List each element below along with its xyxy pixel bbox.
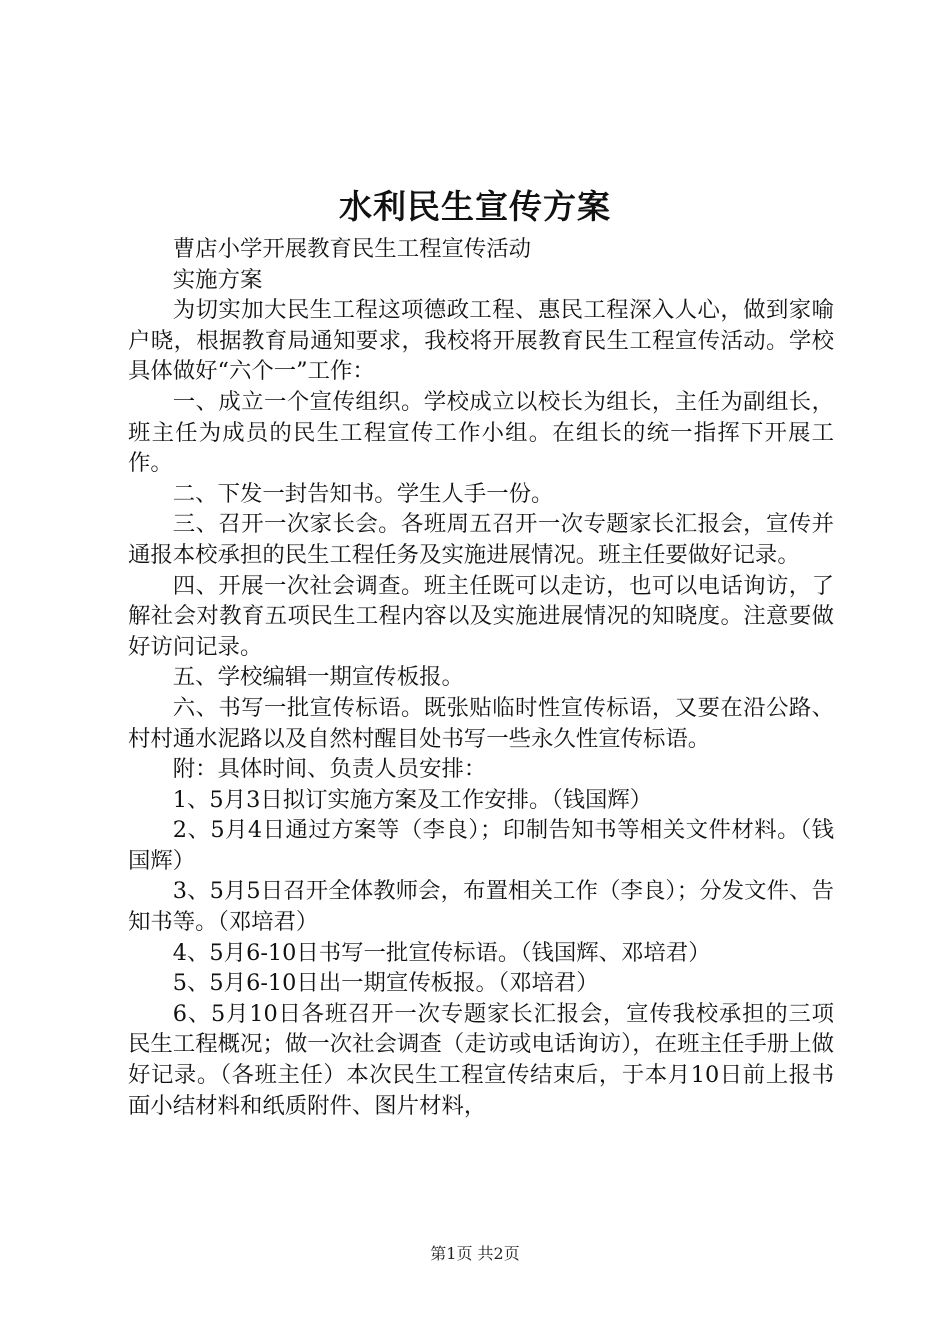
paragraph-item-2: 二、下发一封告知书。学生人手一份。 bbox=[172, 480, 554, 507]
paragraph-item-4: 四、开展一次社会调查。班主任既可以走访，也可以电话询访，了解社会对教育五项民生工程内容以及实施进展情况的知晓度。注意要做好访问记录。 bbox=[128, 572, 834, 660]
page-footer: 第1页 共2页 bbox=[430, 1244, 520, 1263]
schedule-item-5: 5、5月6-10日出一期宣传板报。（邓培君） bbox=[172, 970, 599, 997]
schedule-item-2: 2、5月4日通过方案等（李良）；印制告知书等相关文件材料。（钱国辉） bbox=[128, 817, 834, 874]
schedule-item-4: 4、5月6-10日书写一批宣传标语。（钱国辉、邓培君） bbox=[172, 939, 711, 966]
paragraph-item-6: 六、书写一批宣传标语。既张贴临时性宣传标语，又要在沿公路、村村通水泥路以及自然村醒目处书写一些永久性宣传标语。 bbox=[128, 694, 834, 752]
paragraph-plan-heading: 实施方案 bbox=[172, 266, 263, 293]
schedule-item-1: 1、5月3日拟订实施方案及工作安排。（钱国辉） bbox=[172, 786, 653, 813]
paragraph-appendix: 附：具体时间、负责人员安排： bbox=[172, 756, 487, 783]
document-body bbox=[128, 234, 834, 1121]
paragraph-item-5: 五、学校编辑一期宣传板报。 bbox=[172, 664, 464, 691]
document-title: 水利民生宣传方案 bbox=[339, 187, 611, 226]
paragraph-item-1: 一、成立一个宣传组织。学校成立以校长为组长，主任为副组长，班主任为成员的民生工程宣传工作小组。在组长的统一指挥下开展工作。 bbox=[128, 388, 834, 477]
schedule-item-3: 3、5月5日召开全体教师会，布置相关工作（李良）；分发文件、告知书等。（邓培君） bbox=[128, 878, 834, 936]
paragraph-item-3: 三、召开一次家长会。各班周五召开一次专题家长汇报会，宣传并通报本校承担的民生工程任务及实施进展情况。班主任要做好记录。 bbox=[128, 511, 834, 568]
schedule-item-6: 6、5月10日各班召开一次专题家长汇报会，宣传我校承担的三项民生工程概况；做一次社会调查（走访或电话询访），在班主任手册上做好记录。（各班主任）本次民生工程宣传结束后，于本月10日前上报书面小结材料和纸质附件、图片材料， bbox=[128, 1000, 834, 1119]
paragraph-subtitle: 曹店小学开展教育民生工程宣传活动 bbox=[172, 236, 532, 262]
paragraph-intro: 为切实加大民生工程这项德政工程、惠民工程深入人心，做到家喻户晓，根据教育局通知要求，我校将开展教育民生工程宣传活动。学校具体做好“六个一”工作： bbox=[128, 297, 834, 385]
